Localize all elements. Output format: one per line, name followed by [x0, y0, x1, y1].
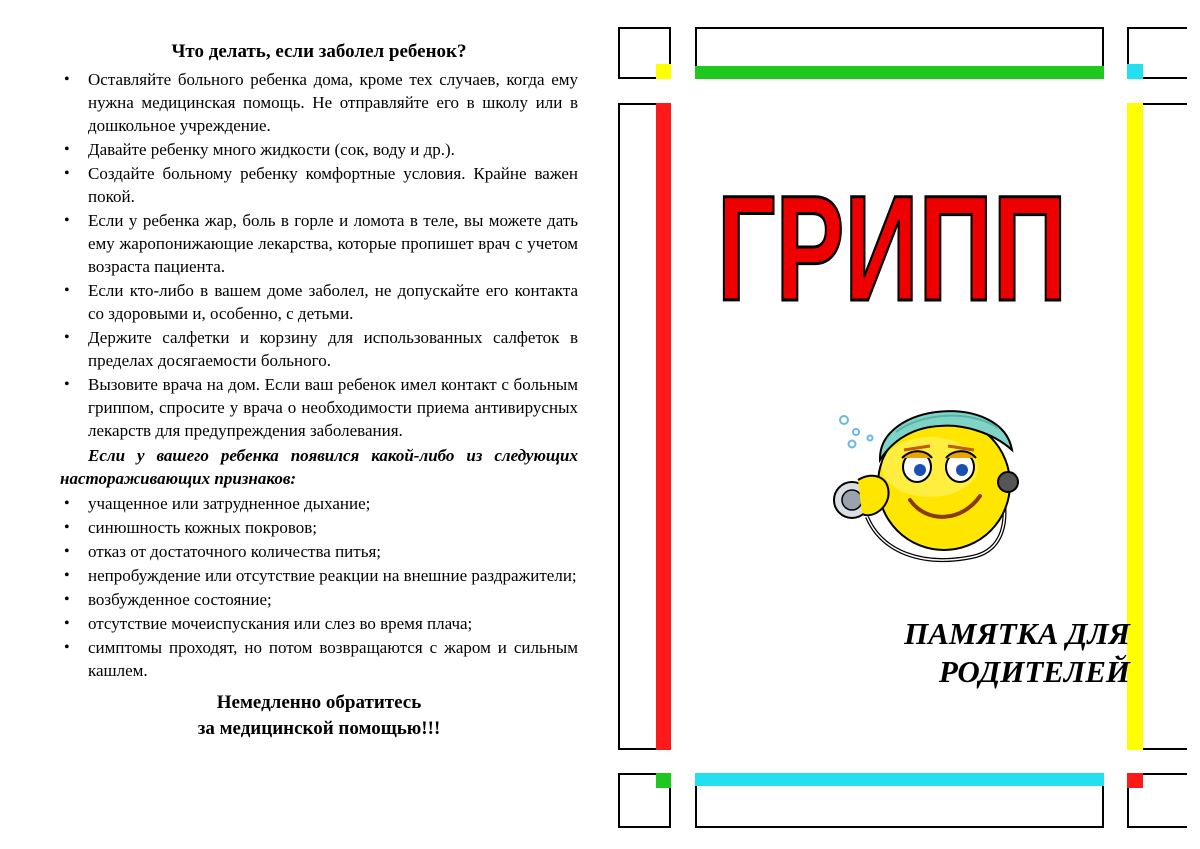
corner-green-square	[656, 773, 671, 788]
subtitle-line-2: РОДИТЕЛЕЙ	[938, 654, 1130, 689]
symptoms-list	[60, 492, 578, 682]
subtitle-line-1: ПАМЯТКА ДЛЯ	[904, 616, 1130, 651]
list-item: • отказ от достаточного количества питья;	[60, 540, 578, 563]
list-item: • Вызовите врача на дом. Если ваш ребенок имел контакт с больным гриппом, спросите у врача о необходимости приема антивирусных лекарств для предупреждения заболевания.	[60, 373, 578, 442]
list-item: • синюшность кожных покровов;	[60, 516, 578, 539]
corner-yellow-square	[656, 64, 671, 79]
left-red-bar	[656, 103, 671, 750]
final-line-1: Немедленно обратитесь	[216, 692, 422, 713]
list-item: • учащенное или затрудненное дыхание;	[60, 492, 578, 515]
list-item: • Держите салфетки и корзину для использованных салфеток в пределах досягаемости больного.	[60, 326, 578, 372]
big-title-text: ГРИПП	[717, 164, 1067, 332]
warning-paragraph: Если у вашего ребенка появился какой-либо из следующих настораживающих признаков:	[60, 446, 578, 488]
final-line-2: за медицинской помощью!!!	[197, 718, 441, 739]
list-item: • Создайте больному ребенку комфортные условия. Крайне важен покой.	[60, 162, 578, 208]
list-item: • возбужденное состояние;	[60, 588, 578, 611]
list-item: • непробуждение или отсутствие реакции на внешние раздражители;	[60, 564, 578, 587]
bottom-cyan-bar	[695, 773, 1104, 786]
corner-cyan-square	[1127, 64, 1143, 79]
cover-subtitle	[850, 615, 1130, 691]
list-item: • отсутствие мочеиспускания или слез во время плача;	[60, 612, 578, 635]
list-item: • Если кто-либо в вашем доме заболел, не допускайте его контакта со здоровыми и, особенно, с детьми.	[60, 279, 578, 325]
big-title	[712, 150, 1072, 332]
doctor-smiley-illustration	[812, 372, 1032, 572]
left-page	[60, 40, 578, 742]
advice-list	[60, 68, 578, 442]
section-title: Что делать, если заболел ребенок?	[171, 41, 467, 62]
list-item: • Оставляйте больного ребенка дома, кроме тех случаев, когда ему нужна медицинская помощь. Не отправляйте его в школу или в дошкольное учреждение.	[60, 68, 578, 137]
list-item: • симптомы проходят, но потом возвращаются с жаром и сильным кашлем.	[60, 636, 578, 682]
top-green-bar	[695, 66, 1104, 79]
list-item: • Давайте ребенку много жидкости (сок, воду и др.).	[60, 138, 578, 161]
list-item: • Если у ребенка жар, боль в горле и ломота в теле, вы можете дать ему жаропонижающие лекарства, которые пропишет врач с учетом возраста пациента.	[60, 209, 578, 278]
final-call	[60, 690, 578, 742]
corner-red-square	[1127, 773, 1143, 788]
